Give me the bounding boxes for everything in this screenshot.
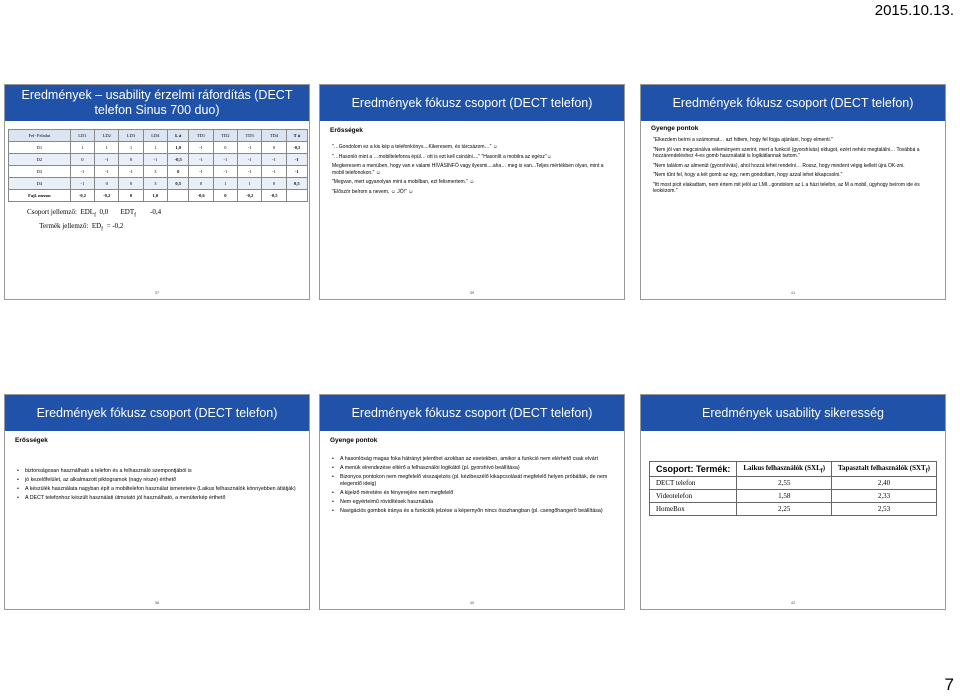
section-heading: Erősségek <box>15 437 48 444</box>
list-item: • Bizonyos pontokon nem megfelelő visszajelzés (pl. kézibeszélő kikapcsolását megfelelő helyen próbálták, de nem elegendő ideig) <box>332 474 624 488</box>
slide-number: 39 <box>469 290 475 295</box>
slide-number: 40 <box>469 600 475 605</box>
success-table <box>649 461 937 516</box>
slide-title: Eredmények fókusz csoport (DECT telefon) <box>320 395 624 431</box>
list-item: • Navigációs gombok iránya és a funkciók jelzése a képernyőn nincs összhangban (pl. csengőhangerő beállítása) <box>332 508 624 515</box>
quote-item: "Nem tűnt fel, hogy a két gomb az egy, nem gondoltam, hogy azzal lehet kikapcsolni." <box>653 172 843 178</box>
list-item: • A menük elrendezése eltérő a felhasználói logikától (pl. gyorshívó beállítása) <box>332 465 624 472</box>
bullet-list <box>332 456 624 515</box>
list-item: • A DECT telefonhoz készült használati útmutató jól használható, a menüterkép érthető <box>17 495 309 502</box>
table-row: D4 -1 0 0 3 0,5 0 1 1 0 0,5 <box>9 178 308 190</box>
list-item: • Nem egyértelmű rövidítések használata <box>332 499 624 506</box>
quote-item: "Nem jól van megcsinálva véleményem szerint, mert a funkció (gyorshívás) eldugot, ezért nehéz megtalálni… Továbbá a hozzárendeléshez 4-es gomb használatát is logikátlannak tartom." <box>653 146 920 159</box>
slide-number: 41 <box>790 290 796 295</box>
page-number: 7 <box>944 675 954 694</box>
column-header: Tapasztalt felhasználók $(SXT_f)$ <box>832 462 937 477</box>
slide-title: Eredmények fókusz csoport (DECT telefon) <box>320 85 624 121</box>
slide-title: Eredmények – usability érzelmi ráfordítás (DECT telefon Sinus 700 duo) <box>5 85 309 121</box>
list-item: • A kijelző méretére és fényerejére nem megfelelő <box>332 490 624 497</box>
table-row: Fajl. mezon -0,2 -0,2 0 1,0 -0,6 0 -0,2 -0,5 <box>9 190 308 202</box>
slide-usability-success <box>640 394 946 610</box>
slide-title: Eredmények usability sikeresség <box>641 395 945 431</box>
table-header-row <box>649 462 936 477</box>
quote-list <box>332 144 614 195</box>
table-header-row: Fel- Feladat LD1 LD2 LD3 LD4 L á TD1 TD2 TD3 TD4 T á <box>9 130 308 142</box>
print-date: 2015.10.13. <box>874 2 954 19</box>
quote-item: "Először beírom a nevem, ☺ JÓ!" ☺ <box>332 188 414 195</box>
slide-number: 42 <box>790 600 796 605</box>
bullet-list <box>17 468 309 502</box>
quote-list <box>653 137 935 195</box>
slide-focus-strengths <box>4 394 310 610</box>
quote-item: "…Hasonló mint a …mobiltelefonra épül… ott is ezt kell csinálni...." "Hasonlít a mobilra az egész"☺ <box>332 153 552 160</box>
quote-item: "Nem találom az almenüt (gyorshívás), ahol hozzá lehet rendelni… Rossz, hogy mindent végig kellett újra OK-zni. <box>653 162 905 169</box>
slide-focus-weaknesses <box>319 394 625 610</box>
list-item: • jó kezelőfelület, az alkalmazott piktogramok (nagy része) érthető <box>17 477 309 484</box>
table-row: D1 1 1 1 1 1,0 -1 0 -1 0 -0,5 <box>9 142 308 154</box>
section-heading: Gyenge pontok <box>330 437 378 444</box>
slide-number: 38 <box>154 600 160 605</box>
quote-item: "Megvan, mert ugyanolyan mint a mobilban, ezt felismertem." ☺ <box>332 179 475 185</box>
slide-title: Eredmények fókusz csoport (DECT telefon) <box>641 85 945 121</box>
effort-table <box>8 129 308 202</box>
table-row: D2 0 -1 0 -1 -0,5 -1 -1 -1 -1 -1 <box>9 154 308 166</box>
slide-focus-weaknesses-quotes <box>640 84 946 300</box>
quote-item: "Itt most picit elakadtam, nem értem mit jelöl az LMI...gondolom az L a házi telefon, az M a mobil, úgyhogy beírom ide és leokézom." <box>653 181 920 194</box>
corner-label: Csoport: Termék: <box>649 462 736 477</box>
column-header: Laikus felhasználók $(SXL_f)$ <box>737 462 832 477</box>
table-row: Videotelefon 1,58 2,33 <box>649 490 936 503</box>
slide-emotional-effort <box>4 84 310 300</box>
quote-item: Megkeresem a menüben, hogy van e valami HÍVÁSINFÓ vagy ilyesmi....aha… meg is van...Teljes mértékben olyan, mint a mobil telefonokon." ☺ <box>332 163 604 176</box>
table-row: DECT telefon 2,55 2,40 <box>649 477 936 490</box>
table-row: D3 -1 -1 -1 3 0 -1 -1 -1 -1 -1 <box>9 166 308 178</box>
group-metrics: Csoport jellemző: $EDL_f$ 0,0 $EDT_f$ -0,4 Termék jellemző: $ED_f = -0,2$ <box>27 208 162 233</box>
table-row: HomeBox 2,25 2,53 <box>649 503 936 516</box>
list-item: • biztonságosan használható a telefon és a felhasználó szempontjából is <box>17 468 309 475</box>
slide-focus-strengths-quotes <box>319 84 625 300</box>
slide-number: 37 <box>154 290 160 295</box>
list-item: • A hasonlóság magas foka hátrányt jelenthet azokban az esetekben, amikor a funkció nem elérhető csak elvárt <box>332 456 624 463</box>
section-heading: Gyenge pontok <box>651 125 699 132</box>
quote-item: "Elkezdem beírni a számomat… azt hittem, hogy fel fogja ajánlani, hogy elmenti." <box>653 137 833 143</box>
quote-item: "…Gondolom ez a kis kép a telefonkönyv....Kikeresem, és tárcsázom…" ☺ <box>332 144 498 150</box>
list-item: • A készülék használata nagyban épít a mobiltelefon használat ismereteire (Laikus felhasználók könnyebben átlátják) <box>17 486 309 493</box>
slide-title: Eredmények fókusz csoport (DECT telefon) <box>5 395 309 431</box>
section-heading: Erősségek <box>330 127 363 134</box>
